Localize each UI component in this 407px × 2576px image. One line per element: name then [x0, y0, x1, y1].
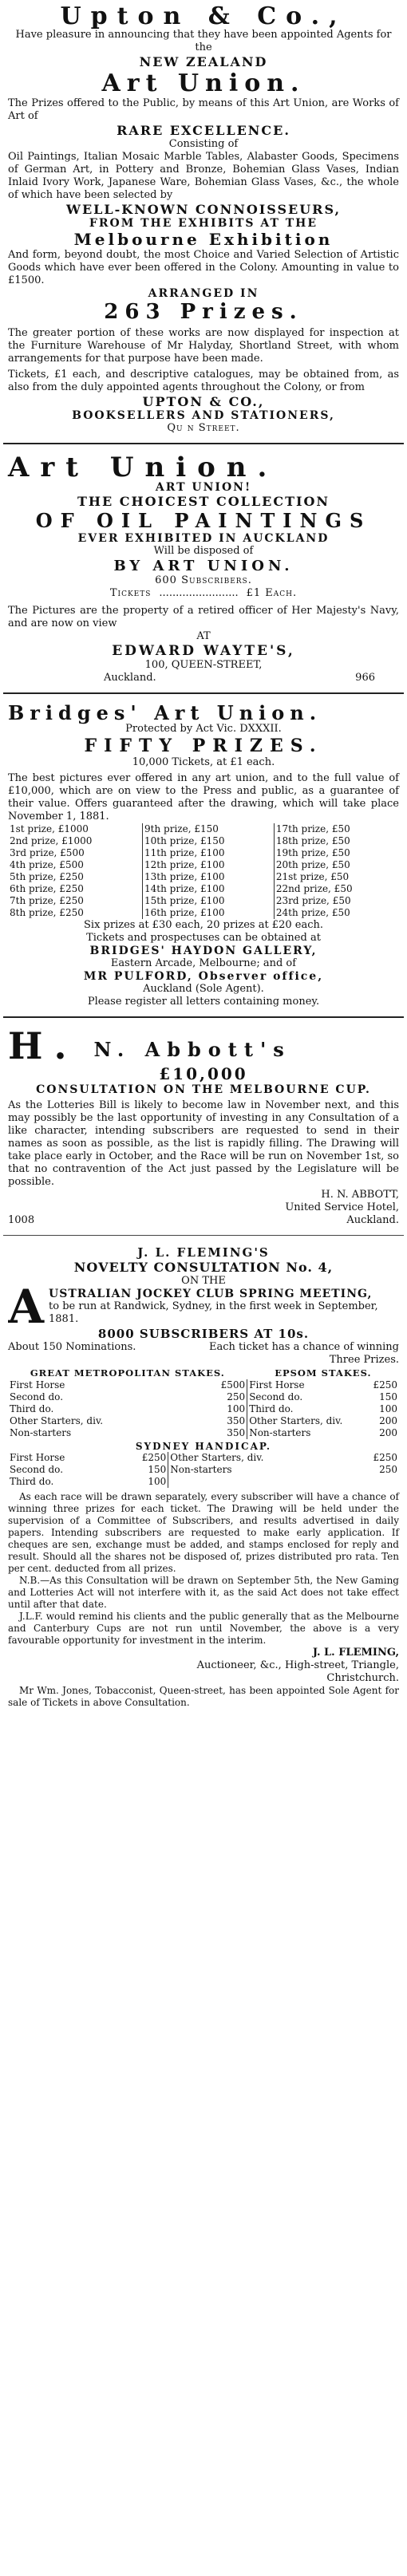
ad-code: 966	[355, 672, 375, 684]
ad-subheading: FIFTY PRIZES.	[84, 736, 323, 756]
stakes-table	[8, 1367, 399, 1439]
prize-row	[8, 871, 399, 883]
ad-subheading: WELL-KNOWN CONNOISSEURS,	[65, 202, 342, 217]
prize-cell: 12th prize, £100	[143, 859, 275, 871]
stakes-label: Third do.	[10, 1403, 54, 1415]
oil-paintings-art-union-ad	[0, 449, 407, 688]
prize-cell: 13th prize, £100	[143, 871, 275, 883]
fleming-consultation-ad	[0, 1241, 407, 1712]
tickets-price: £1 Each.	[246, 587, 298, 599]
stakes-label	[168, 1476, 348, 1488]
ad-signature: UPTON & CO.,	[142, 394, 265, 409]
ad-text: J.L.F. would remind his clients and the public generally that as the Melbourne and Canterbury Cups are not run until November, the above is a very favourable opportunity for investment in the interim.	[8, 1611, 399, 1647]
ad-text: The Prizes offered to the Public, by means of this Art Union, are Works of Art of	[8, 97, 399, 122]
ad-text: About 150 Nominations.	[8, 1341, 136, 1354]
stakes-heading: GREAT METROPOLITAN STAKES.	[30, 1367, 225, 1379]
ad-heading: J. L. FLEMING'S	[137, 1245, 270, 1260]
ad-signature: H. N. ABBOTT,	[321, 1189, 399, 1201]
ad-text: ON THE	[181, 1275, 226, 1287]
ad-subheading: FROM THE EXHIBITS AT THE	[89, 217, 318, 230]
prize-row	[8, 907, 399, 919]
ad-subheading: £10,000	[159, 1064, 248, 1083]
prize-cell: 15th prize, £100	[143, 895, 275, 907]
ad-text: Six prizes at £30 each, 20 prizes at £20 each.	[84, 919, 323, 931]
stakes-label: First Horse	[247, 1379, 366, 1391]
ad-signature: Auckland.	[346, 1214, 399, 1226]
stakes-label: Second do.	[247, 1391, 366, 1403]
ad-code: 1008	[8, 1214, 35, 1226]
bridges-art-union-ad	[0, 699, 407, 1012]
ad-text: As each race will be drawn separately, every subscriber will have a chance of winning three prizes for each ticket. The Drawing will be held under the supervision of a Committee of Subscribers, and results advertised in daily papers. Intending subscribers are requested to make early application. If cheques are sen, exchange must be added, and stamps enclosed for reply and result. Should all the shares not be disposed of, prizes distributed pro rata. Ten per cent. deducted from all prizes.	[8, 1491, 399, 1575]
ad-text: Consisting of	[168, 138, 239, 150]
ad-signature: Christchurch.	[326, 1672, 399, 1685]
stakes-label: Other Starters, div.	[10, 1415, 104, 1427]
prize-row	[8, 883, 399, 895]
stakes-amount: 150	[379, 1391, 397, 1403]
prize-cell: 22nd prize, £50	[274, 883, 399, 895]
prize-cell: 2nd prize, £1000	[10, 835, 93, 846]
ad-signature: BRIDGES' HAYDON GALLERY,	[89, 945, 318, 957]
ad-subheading: BY ART UNION.	[113, 558, 294, 574]
prize-cell: 11th prize, £100	[143, 847, 275, 859]
prize-cell: 14th prize, £100	[143, 883, 275, 895]
tickets-label: Tickets	[109, 587, 152, 599]
prize-cell: 16th prize, £100	[143, 907, 275, 919]
ad-footer	[8, 672, 399, 684]
prize-cell: 24th prize, £50	[274, 907, 399, 919]
ad-signature: United Service Hotel,	[285, 1201, 399, 1213]
tickets-line	[8, 587, 399, 600]
prize-cell: 18th prize, £50	[274, 835, 399, 847]
ad-signature: BOOKSELLERS AND STATIONERS,	[72, 409, 335, 422]
stakes-label: Other Starters, div.	[247, 1415, 366, 1427]
stakes-amount: 100	[227, 1403, 246, 1415]
ad-text: And form, beyond doubt, the most Choice and Varied Selection of Artistic Goods which have ever been offered in the Colony. Amounting in value to £1500.	[8, 249, 399, 286]
ad-text: As the Lotteries Bill is likely to become law in November next, and this may possibly be the last opportunity of investing in any Consultation of a like character, intending subscribers are requested to send in their names as soon as possible, as the list is rapidly filling. The Drawing will take place early in October, and the Race will be run on November 1st, so that no contravention of the Act just passed by the Legislature will be possible.	[8, 1099, 399, 1188]
prize-cell: 1st prize, £1000	[10, 823, 89, 834]
ad-text: AT	[196, 630, 211, 642]
stakes-amount: 250	[227, 1391, 246, 1403]
ad-text: N.B.—As this Consultation will be drawn on September 5th, the New Gaming and Lotteries Act will not interfere with it, as the said Act does not take effect until after that date.	[8, 1575, 399, 1611]
stakes-row	[8, 1403, 399, 1415]
divider	[3, 443, 404, 444]
stakes-amount: £500	[220, 1379, 246, 1391]
stakes-label: First Horse	[10, 1379, 65, 1391]
stakes-label: Other Starters, div.	[168, 1452, 348, 1464]
ad-text: Tickets, £1 each, and descriptive catalogues, may be obtained from, as also from the duly appointed agents throughout the Colony, or from	[8, 369, 399, 393]
prize-cell: 5th prize, £250	[10, 871, 84, 882]
upton-art-union-ad	[0, 0, 407, 438]
ad-text: Protected by Act Vic. DXXXII.	[125, 723, 282, 735]
ad-subheading: NOVELTY CONSULTATION No. 4,	[73, 1260, 334, 1275]
prize-cell: 19th prize, £50	[274, 847, 399, 859]
ad-heading-row	[8, 1024, 399, 1067]
prize-row	[8, 859, 399, 871]
prize-row	[8, 895, 399, 907]
ad-text: Auckland (Sole Agent).	[143, 983, 264, 995]
ad-subheading: USTRALIAN JOCKEY CLUB SPRING MEETING,	[49, 1288, 373, 1300]
stakes-label: Non-starters	[10, 1427, 72, 1439]
stakes-label: Third do.	[247, 1403, 366, 1415]
stakes-amount: £250	[373, 1452, 397, 1464]
stakes-row	[8, 1464, 399, 1476]
ad-footer	[8, 1214, 399, 1227]
stakes-label: Second do.	[10, 1464, 64, 1476]
ad-subheading: Melbourne Exhibition	[73, 230, 334, 249]
ad-heading: Bridges' Art Union.	[8, 701, 322, 724]
ad-text: Tickets and prospectuses can be obtained at	[86, 932, 321, 944]
ad-heading: Art Union.	[8, 452, 279, 483]
stakes-row	[8, 1427, 399, 1439]
stakes-amount: £250	[141, 1452, 167, 1464]
ad-text: The Pictures are the property of a retired officer of Her Majesty's Navy, and are now on view	[8, 605, 399, 629]
ad-subheading: THE CHOICEST COLLECTION	[77, 494, 330, 509]
stakes-amount	[348, 1476, 399, 1488]
club-heading	[8, 1288, 399, 1327]
nominations-line	[8, 1341, 399, 1367]
ad-subheading: OF OIL PAINTINGS	[35, 509, 372, 532]
ad-subheading: 263 Prizes.	[104, 300, 303, 324]
stakes-amount: 250	[379, 1464, 397, 1476]
ad-signature: EDWARD WAYTE'S,	[112, 643, 295, 659]
ad-text: Have pleasure in announcing that they have been appointed Agents for the	[15, 29, 392, 53]
ad-signature: 100, QUEEN-STREET,	[144, 659, 263, 671]
ad-signature: MR PULFORD, Observer office,	[83, 970, 324, 983]
ad-text: The greater portion of these works are now displayed for inspection at the Furniture Warehouse of Mr Halyday, Shortland Street, with whom arrangements for that purpose have been made.	[8, 327, 399, 365]
prize-cell: 20th prize, £50	[274, 859, 399, 871]
divider	[3, 1235, 404, 1236]
ad-text: Please register all letters containing money.	[87, 996, 320, 1008]
stakes-row	[8, 1391, 399, 1403]
ad-text: Each ticket has a chance of winning Three Prizes.	[209, 1341, 399, 1367]
prize-cell: 8th prize, £250	[10, 907, 84, 918]
prize-row	[8, 835, 399, 847]
ad-signature: Qu n Street.	[167, 422, 240, 434]
divider	[3, 692, 404, 694]
ad-subheading: 8000 SUBSCRIBERS AT 10s.	[97, 1327, 310, 1342]
prize-cell: 7th prize, £250	[10, 895, 84, 906]
ad-signature: J. L. FLEMING,	[312, 1647, 399, 1659]
ad-heading: Upton & Co.,	[60, 2, 347, 30]
ad-signature: Auckland.	[104, 672, 156, 684]
ad-subheading: ARRANGED IN	[148, 287, 259, 300]
stakes-label: Non-starters	[247, 1427, 366, 1439]
ad-subheading: NEW ZEALAND	[139, 54, 268, 69]
ad-initial: A	[8, 1288, 45, 1327]
stakes-row	[8, 1476, 399, 1488]
ad-text: to be run at Randwick, Sydney, in the first week in September, 1881.	[49, 1300, 378, 1325]
stakes-row	[8, 1452, 399, 1464]
ad-signature: Auctioneer, &c., High-street, Triangle,	[196, 1659, 399, 1672]
ad-text: Mr Wm. Jones, Tobacconist, Queen-street, has been appointed Sole Agent for sale of Tickets in above Consultation.	[8, 1685, 399, 1709]
prize-row	[8, 823, 399, 835]
sydney-table	[8, 1452, 399, 1488]
ad-text: The best pictures ever offered in any art union, and to the full value of £10,000, which are on view to the Press and public, as a guarantee of their value. Offers guaranteed after the drawing, which will take place November 1, 1881.	[8, 772, 399, 823]
tickets-leader: ........................	[159, 587, 239, 599]
prize-cell: 3rd prize, £500	[10, 847, 85, 858]
ad-text: 600 Subscribers.	[155, 574, 252, 586]
stakes-amount: 200	[379, 1415, 397, 1427]
prize-row	[8, 847, 399, 859]
prize-cell: 17th prize, £50	[274, 823, 399, 835]
stakes-heading: EPSOM STAKES.	[275, 1367, 372, 1379]
stakes-label: Third do.	[10, 1476, 54, 1488]
prize-cell: 4th prize, £500	[10, 859, 84, 870]
stakes-amount: 100	[379, 1403, 397, 1415]
stakes-label: Non-starters	[168, 1464, 348, 1476]
ad-text: Eastern Arcade, Melbourne; and of	[110, 957, 297, 969]
stakes-amount: £250	[373, 1379, 397, 1391]
ad-subheading: CONSULTATION ON THE MELBOURNE CUP.	[36, 1083, 371, 1096]
stakes-amount: 100	[148, 1476, 167, 1488]
stakes-amount: 350	[227, 1427, 246, 1439]
ad-subheading: ART UNION!	[155, 481, 252, 494]
prize-cell: 21st prize, £50	[274, 871, 399, 883]
ad-subheading: Art Union.	[101, 69, 306, 97]
stakes-amount: 150	[148, 1464, 167, 1476]
stakes-heading: SYDNEY HANDICAP.	[135, 1441, 272, 1453]
divider	[3, 1016, 404, 1018]
prize-cell: 23rd prize, £50	[274, 895, 399, 907]
stakes-row	[8, 1379, 399, 1391]
stakes-amount: 200	[379, 1427, 397, 1439]
ad-text: Oil Paintings, Italian Mosaic Marble Tables, Alabaster Goods, Specimens of German Art, in Pottery and Bronze, Bohemian Glass Vases, Indian Inlaid Ivory Work, Japanese Ware, Bohemian Glass Vases, &c., the whole of which have been selected by	[8, 151, 399, 201]
abbott-consultation-ad	[0, 1023, 407, 1230]
prize-cell: 6th prize, £250	[10, 883, 84, 894]
ad-heading: N. Abbott's	[93, 1038, 291, 1061]
ad-initial: H.	[8, 1024, 78, 1067]
prize-table	[8, 823, 399, 919]
ad-subheading: EVER EXHIBITED IN AUCKLAND	[77, 532, 330, 545]
stakes-row	[8, 1415, 399, 1427]
prize-cell: 10th prize, £150	[143, 835, 275, 847]
prize-cell: 9th prize, £150	[143, 823, 275, 835]
ad-text: Will be disposed of	[153, 545, 254, 557]
stakes-label: Second do.	[10, 1391, 64, 1403]
stakes-amount: 350	[227, 1415, 246, 1427]
ad-text: 10,000 Tickets, at £1 each.	[132, 756, 275, 768]
ad-subheading: RARE EXCELLENCE.	[117, 123, 290, 138]
stakes-label: First Horse	[10, 1452, 65, 1464]
